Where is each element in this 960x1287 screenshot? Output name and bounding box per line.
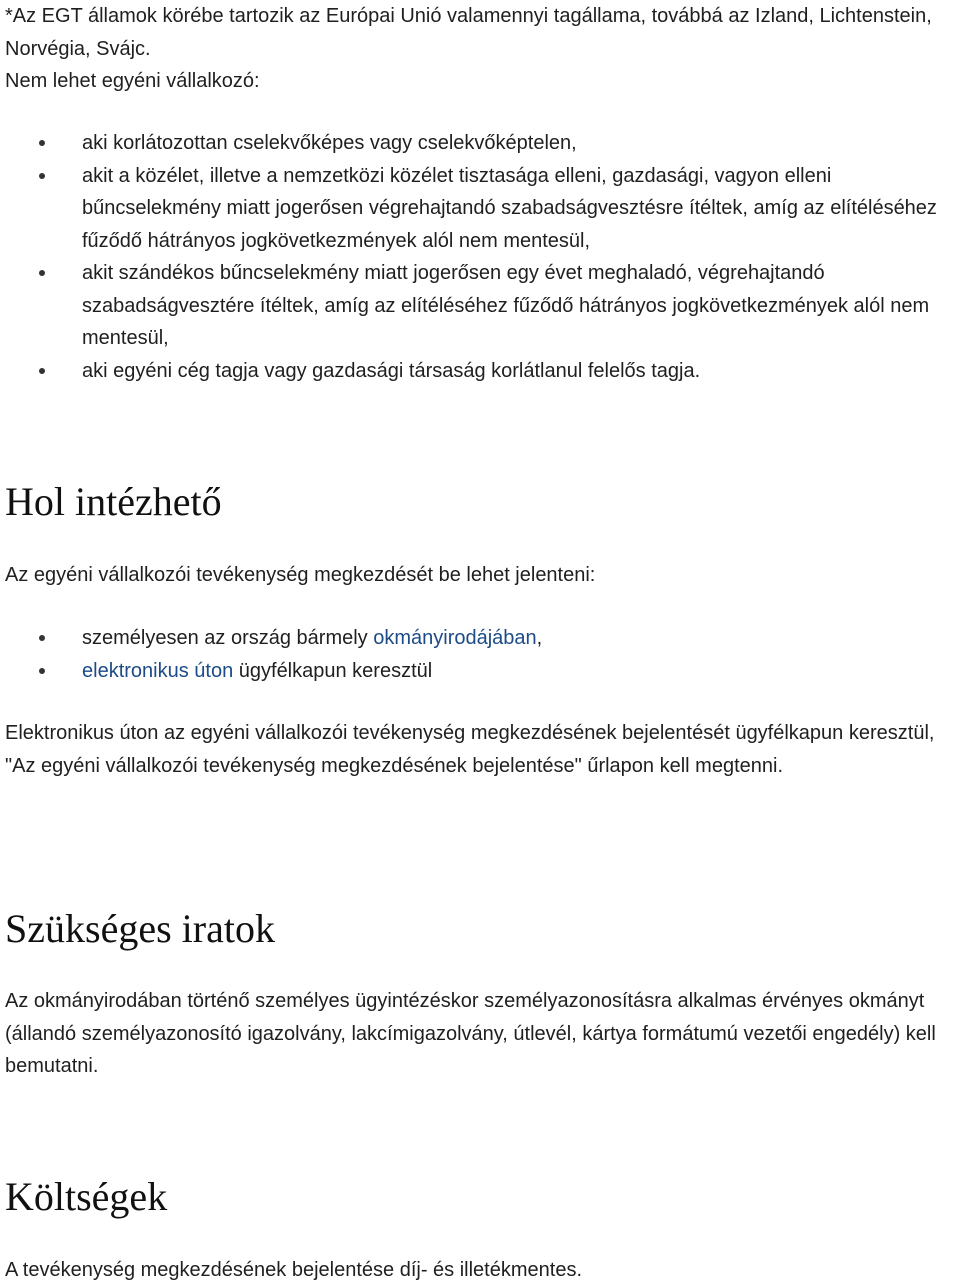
iratok-heading: Szükséges iratok xyxy=(5,906,275,951)
ineligible-list xyxy=(5,127,960,387)
list-item: aki korlátozottan cselekvőképes vagy cselekvőképtelen, xyxy=(5,127,960,160)
list-item: akit a közélet, illetve a nemzetközi közélet tisztasága elleni, gazdasági, vagyon elleni bűncselekmény miatt jogerősen végrehajtandó szabadságvesztésre ítéltek, amíg az elítéléséhez fűződő hátrányos jogkövetkezmények alól nem mentesül, xyxy=(5,160,960,258)
bullet-icon xyxy=(39,173,45,179)
bullet-icon xyxy=(39,635,45,641)
cannot-be-label: Nem lehet egyéni vállalkozó: xyxy=(5,70,260,92)
iratok-text: Az okmányirodában történő személyes ügyintézéskor személyazonosításra alkalmas érvényes okmányt (állandó személyazonosító igazolvány, lakcímigazolvány, útlevél, kártya formátumú vezetői engedély) kell bemutatni. xyxy=(5,990,936,1077)
hol-heading: Hol intézhető xyxy=(5,479,222,524)
elektronikus-link[interactable]: elektronikus úton xyxy=(82,659,234,682)
koltsegek-heading: Költségek xyxy=(5,1174,168,1219)
list-item: személyesen az ország bármely okmányirodájában, xyxy=(5,622,960,655)
bullet-icon xyxy=(39,140,45,146)
bullet-icon xyxy=(39,668,45,674)
bullet-icon xyxy=(39,368,45,374)
bullet-icon xyxy=(39,270,45,276)
intro-section xyxy=(5,0,960,98)
list-item: elektronikus úton ügyfélkapun keresztül xyxy=(5,655,960,688)
list-item: akit szándékos bűncselekmény miatt jogerősen egy évet meghaladó, végrehajtandó szabadságvesztére ítéltek, amíg az elítéléséhez fűződő hátrányos jogkövetkezmények alól nem mentesül, xyxy=(5,257,960,355)
okmanyiroda-link[interactable]: okmányirodájában xyxy=(373,627,537,649)
electronic-note: Elektronikus úton az egyéni vállalkozói tevékenység megkezdésének bejelentését ügyfélkapun keresztül, "Az egyéni vállalkozói tevékenység megkezdésének bejelentése" űrlapon kell megtenni. xyxy=(5,722,935,777)
hol-lead: Az egyéni vállalkozói tevékenység megkezdését be lehet jelenteni: xyxy=(5,564,596,586)
list-item: aki egyéni cég tagja vagy gazdasági társaság korlátlanul felelős tagja. xyxy=(5,355,960,388)
koltsegek-text: A tevékenység megkezdésének bejelentése díj- és illetékmentes. xyxy=(5,1259,583,1281)
hol-list xyxy=(5,622,960,687)
egt-note: *Az EGT államok körébe tartozik az Európai Unió valamennyi tagállama, továbbá az Izland, Lichtenstein, Norvégia, Svájc. xyxy=(5,5,932,60)
